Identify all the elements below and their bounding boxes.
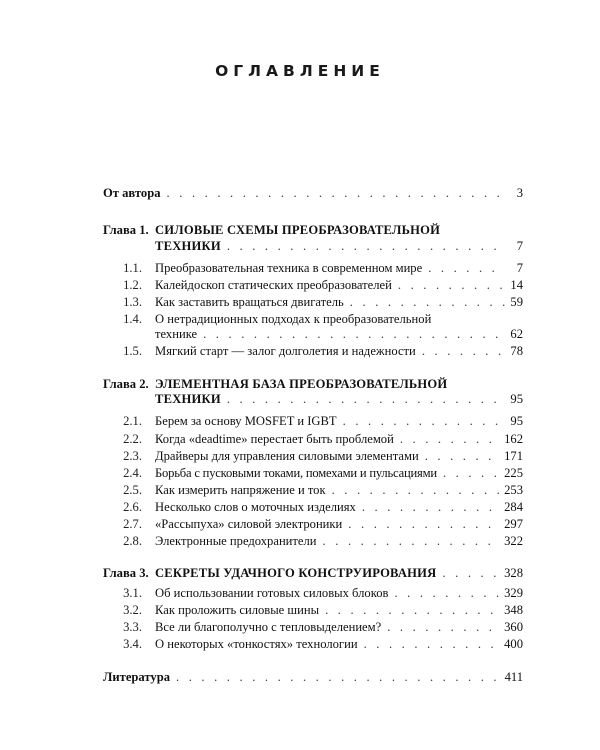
section-title: Как проложить силовые шины xyxy=(155,603,320,617)
toc-section-2-3[interactable] xyxy=(103,449,523,464)
leader-dots xyxy=(176,670,501,685)
section-number: 2.6. xyxy=(123,500,142,514)
leader-dots xyxy=(422,344,505,359)
section-number: 2.8. xyxy=(123,534,142,548)
section-title: Электронные предохранители xyxy=(155,534,317,548)
chapter-title: СЕКРЕТЫ УДАЧНОГО КОНСТРУИРОВАНИЯ xyxy=(155,566,437,580)
toc-entry-preface[interactable] xyxy=(103,186,523,201)
toc-section-1-5[interactable] xyxy=(103,344,523,359)
section-number: 2.2. xyxy=(123,432,142,446)
toc-section-2-6[interactable] xyxy=(103,500,523,515)
chapter-label: Глава 2. xyxy=(103,377,149,391)
toc-section-3-1[interactable] xyxy=(103,586,523,601)
toc-chapter-2[interactable] xyxy=(155,392,523,407)
toc-section-1-4[interactable] xyxy=(155,327,523,342)
section-number: 3.4. xyxy=(123,637,142,651)
section-number: 2.3. xyxy=(123,449,142,463)
toc-section-3-3[interactable] xyxy=(103,620,523,635)
toc-chapter-1[interactable] xyxy=(155,239,523,254)
section-title: Несколько слов о моточных изделиях xyxy=(155,500,356,514)
leader-dots xyxy=(398,278,505,293)
leader-dots xyxy=(443,466,500,481)
section-number: 1.4. xyxy=(123,312,142,326)
section-title: Об использовании готовых силовых блоков xyxy=(155,586,389,600)
toc-page-number: 95 xyxy=(510,414,523,428)
leader-dots xyxy=(362,500,500,515)
section-title: Когда «deadtime» перестает быть проблемой xyxy=(155,432,394,446)
section-number: 3.1. xyxy=(123,586,142,600)
toc-section-2-2[interactable] xyxy=(103,432,523,447)
toc-page-number: 95 xyxy=(510,392,523,406)
toc-section-3-2[interactable] xyxy=(103,603,523,618)
leader-dots xyxy=(323,534,501,549)
section-number: 1.3. xyxy=(123,295,142,309)
section-number: 2.1. xyxy=(123,414,142,428)
toc-section-2-8[interactable] xyxy=(103,534,523,549)
section-number: 1.5. xyxy=(123,344,142,358)
toc-page-number: 78 xyxy=(510,344,523,358)
chapter-label: Глава 1. xyxy=(103,223,149,237)
section-title: Калейдоскоп статических преобразователей xyxy=(155,278,392,292)
leader-dots xyxy=(442,566,500,581)
toc-page-number: 14 xyxy=(510,278,523,292)
leader-dots xyxy=(387,620,500,635)
toc-page-number: 225 xyxy=(504,466,523,480)
toc-page-number: 253 xyxy=(504,483,523,497)
toc-entry-label: Литература xyxy=(103,670,171,684)
page-title: ОГЛАВЛЕНИЕ xyxy=(215,62,385,80)
toc-page-number: 7 xyxy=(516,261,523,275)
leader-dots xyxy=(348,517,500,532)
toc-page-number: 62 xyxy=(510,327,523,341)
toc-page-number: 7 xyxy=(516,239,523,253)
toc-page-number: 171 xyxy=(504,449,523,463)
toc-chapter-2-heading[interactable] xyxy=(103,377,523,392)
section-number: 3.3. xyxy=(123,620,142,634)
toc-page-number: 3 xyxy=(516,186,523,200)
section-title: Все ли благополучно с тепловыделением? xyxy=(155,620,382,634)
leader-dots xyxy=(227,392,505,407)
leader-dots xyxy=(167,186,505,201)
section-number: 2.4. xyxy=(123,466,142,480)
leader-dots xyxy=(325,603,500,618)
toc-entry-label: От автора xyxy=(103,186,161,200)
chapter-title: ЭЛЕМЕНТНАЯ БАЗА ПРЕОБРАЗОВАТЕЛЬНОЙ xyxy=(155,377,448,391)
chapter-title-continued: ТЕХНИКИ xyxy=(155,392,221,406)
toc-section-3-4[interactable] xyxy=(103,637,523,652)
toc-section-2-1[interactable] xyxy=(103,414,523,429)
toc-section-2-4[interactable] xyxy=(103,466,523,481)
toc-chapter-1-heading[interactable] xyxy=(103,223,523,238)
section-title: Как измерить напряжение и ток xyxy=(155,483,326,497)
leader-dots xyxy=(332,483,501,498)
leader-dots xyxy=(350,295,505,310)
toc-page-number: 59 xyxy=(510,295,523,309)
toc-page-number: 329 xyxy=(504,586,523,600)
section-number: 1.2. xyxy=(123,278,142,292)
toc-page-number: 162 xyxy=(504,432,523,446)
toc-page-number: 400 xyxy=(504,637,523,651)
section-number: 1.1. xyxy=(123,261,142,275)
toc-chapter-3[interactable] xyxy=(103,566,523,581)
leader-dots xyxy=(428,261,505,276)
toc-entry-literature[interactable] xyxy=(103,670,523,685)
section-title: О некоторых «тонкостях» технологии xyxy=(155,637,358,651)
chapter-title: СИЛОВЫЕ СХЕМЫ ПРЕОБРАЗОВАТЕЛЬНОЙ xyxy=(155,223,441,237)
chapter-title-continued: ТЕХНИКИ xyxy=(155,239,221,253)
section-title-continued: технике xyxy=(155,327,198,341)
section-title: Драйверы для управления силовыми элементами xyxy=(155,449,419,463)
chapter-label: Глава 3. xyxy=(103,566,149,580)
section-title: «Рассыпуха» силовой электроники xyxy=(155,517,343,531)
section-number: 2.5. xyxy=(123,483,142,497)
section-title: Берем за основу MOSFET и IGBT xyxy=(155,414,337,428)
toc-section-1-2[interactable] xyxy=(103,278,523,293)
toc-page-number: 360 xyxy=(504,620,523,634)
section-number: 2.7. xyxy=(123,517,142,531)
toc-page-number: 348 xyxy=(504,603,523,617)
toc-section-2-5[interactable] xyxy=(103,483,523,498)
toc-page-number: 328 xyxy=(504,566,523,580)
leader-dots xyxy=(364,637,501,652)
leader-dots xyxy=(343,414,505,429)
section-title: Мягкий старт — залог долголетия и надежности xyxy=(155,344,416,358)
toc-page-number: 322 xyxy=(504,534,523,548)
leader-dots xyxy=(203,327,505,342)
toc-section-2-7[interactable] xyxy=(103,517,523,532)
toc-page-number: 297 xyxy=(504,517,523,531)
toc-page-number: 284 xyxy=(504,500,523,514)
section-title: О нетрадиционных подходах к преобразовательной xyxy=(155,312,432,326)
toc-page-number: 411 xyxy=(504,670,523,684)
leader-dots xyxy=(394,586,500,601)
leader-dots xyxy=(400,432,500,447)
toc-section-1-4-heading[interactable] xyxy=(103,312,523,327)
section-title: Преобразовательная техника в современном мире xyxy=(155,261,423,275)
leader-dots xyxy=(425,449,500,464)
toc-section-1-1[interactable] xyxy=(103,261,523,276)
section-title: Борьба с пусковыми токами, помехами и пульсациями xyxy=(155,466,437,480)
leader-dots xyxy=(227,239,505,254)
section-title: Как заставить вращаться двигатель xyxy=(155,295,344,309)
toc-section-1-3[interactable] xyxy=(103,295,523,310)
section-number: 3.2. xyxy=(123,603,142,617)
